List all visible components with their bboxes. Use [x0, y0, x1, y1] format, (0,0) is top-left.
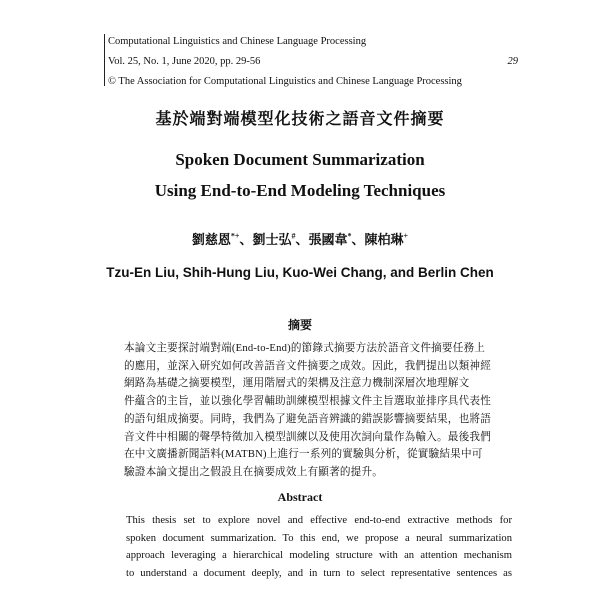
abstract-line: 驗證本論文提出之假設且在摘要成效上有顯著的提升。 — [124, 466, 384, 478]
abstract-line: 在中文廣播新聞語料(MATBN)上進行一系列的實驗與分析，從實驗結果中可 — [124, 449, 483, 461]
author-zh: 劉慈恩 — [191, 232, 231, 247]
page-number: 29 — [507, 56, 518, 67]
author-mark: *+ — [230, 231, 240, 241]
english-abstract-heading: Abstract — [277, 490, 323, 504]
page-header — [104, 32, 518, 92]
abstract-line: 的語句組成摘要。同時，我們為了避免語音辨識的錯誤影響摘要結果，也將語 — [124, 413, 491, 425]
author-mark: + — [403, 231, 409, 241]
chinese-abstract — [124, 340, 510, 482]
journal-name: Computational Linguistics and Chinese Language Processing — [108, 36, 367, 47]
english-title-line1: Spoken Document Summarization — [175, 150, 425, 169]
chinese-authors — [0, 229, 600, 248]
abstract-line: 音文件中相關的聲學特徵加入模型訓練以及使用次詞向量作為輸入。最後我們 — [124, 431, 491, 443]
english-abstract — [126, 512, 512, 582]
chinese-abstract-heading: 摘要 — [287, 318, 312, 332]
author-separator: 、 — [239, 232, 253, 247]
abstract-line: to understand a document deeply, and in turn to select representative sentences as — [126, 567, 512, 579]
volume-info: Vol. 25, No. 1, June 2020, pp. 29-56 — [108, 56, 261, 67]
abstract-line: 的應用，並深入研究如何改善語音文件摘要之成效。因此，我們提出以類神經 — [124, 360, 491, 372]
english-authors: Tzu-En Liu, Shih-Hung Liu, Kuo-Wei Chang, and Berlin Chen — [106, 265, 494, 280]
abstract-line: 本論文主要探討端對端(End-to-End)的節錄式摘要方法於語音文件摘要任務上 — [124, 343, 486, 354]
volume-line — [104, 52, 518, 72]
abstract-line: 網路為基礎之摘要模型，運用階層式的架構及注意力機制深層次地理解文 — [124, 378, 470, 390]
chinese-title: 基於端對端模型化技術之語音文件摘要 — [155, 111, 445, 128]
abstract-line: approach leveraging a hierarchical modeling structure with an attention mechanism — [126, 550, 512, 561]
abstract-line: spoken document summarization. To this end, we propose a neural summarization — [126, 532, 512, 544]
abstract-line: This thesis set to explore novel and effective end-to-end extractive methods for — [126, 515, 512, 526]
author-separator: 、 — [295, 232, 309, 247]
abstract-line: 件蘊含的主旨，並以強化學習輔助訓練模型根據文件主旨選取並排序具代表性 — [124, 396, 491, 408]
author-zh: 劉士弘 — [252, 232, 292, 247]
copyright-line: © The Association for Computational Linguistics and Chinese Language Processing — [108, 76, 462, 87]
author-mark: # — [291, 231, 296, 241]
english-title-line2: Using End-to-End Modeling Techniques — [154, 181, 446, 200]
author-mark: * — [347, 231, 352, 241]
author-zh: 陳柏琳 — [364, 232, 404, 247]
author-zh: 張國韋 — [308, 232, 348, 247]
author-separator: 、 — [351, 232, 365, 247]
